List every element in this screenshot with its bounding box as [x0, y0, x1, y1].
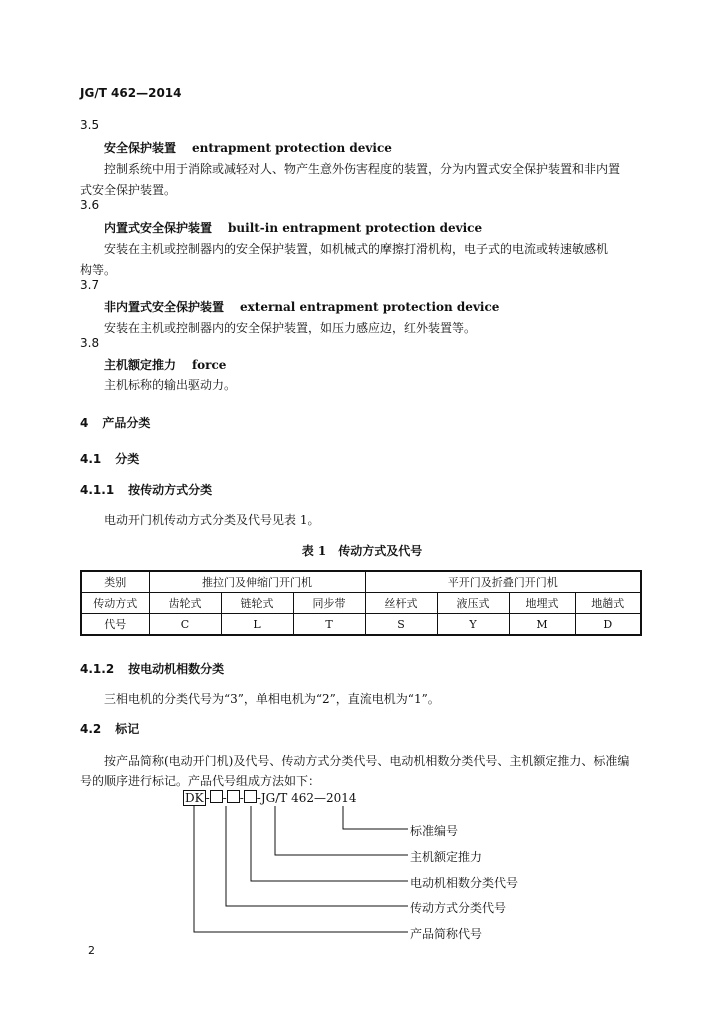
paragraph: 按产品简称(电动开门机)及代号、传动方式分类代号、电动机相数分类代号、主机额定推力、标准编	[104, 754, 630, 768]
table-cell: 平开门及折叠门开门机	[365, 571, 641, 593]
table-cell: 代号	[81, 614, 149, 636]
table-cell: M	[509, 614, 575, 636]
section-number: 4.1	[80, 452, 102, 466]
section-number: 4	[80, 416, 89, 430]
table-cell: S	[365, 614, 437, 636]
marking-code: DK - - - -JG/T 462—2014	[185, 791, 357, 805]
marking-label: 传动方式分类代号	[410, 901, 507, 915]
table-cell: 地埋式	[509, 593, 575, 614]
marking-label: 主机额定推力	[410, 850, 483, 864]
section-label: 标记	[115, 722, 140, 736]
marking-label: 标准编号	[410, 824, 459, 838]
term-body-line: 安装在主机或控制器内的安全保护装置，如机械式的摩擦打滑机构，电子式的电流或转速敏感机	[104, 242, 609, 256]
product-code-box: DK	[185, 791, 204, 805]
table-cell: 地趟式	[575, 593, 641, 614]
paragraph: 电动开门机传动方式分类及代号见表 1。	[104, 513, 320, 527]
section-label: 分类	[115, 452, 140, 466]
term-en: force	[192, 358, 227, 372]
term-body-line: 主机标称的输出驱动力。	[104, 378, 237, 392]
table-cell: 类别	[81, 571, 149, 593]
term-zh: 安全保护装置	[104, 141, 177, 155]
term-body-line: 安装在主机或控制器内的安全保护装置，如压力感应边，红外装置等。	[104, 321, 477, 335]
term-body-line: 构等。	[80, 263, 117, 277]
table-cell: 丝杆式	[365, 593, 437, 614]
term-number: 3.5	[80, 118, 100, 132]
section-label: 按电动机相数分类	[128, 662, 225, 676]
table-cell: T	[293, 614, 365, 636]
marking-label: 电动机相数分类代号	[410, 876, 519, 890]
term-en: entrapment protection device	[192, 141, 392, 155]
section-label: 产品分类	[102, 416, 151, 430]
table-cell: 同步带	[293, 593, 365, 614]
term-number: 3.6	[80, 198, 100, 212]
page-number: 2	[88, 944, 95, 957]
table-cell: 液压式	[437, 593, 509, 614]
table-cell: 链轮式	[221, 593, 293, 614]
standard-number: JG/T 462—2014	[260, 791, 357, 805]
table-cell: L	[221, 614, 293, 636]
table-cell: 齿轮式	[149, 593, 221, 614]
section-number: 4.1.1	[80, 483, 115, 497]
term-en: built-in entrapment protection device	[228, 221, 483, 235]
term-number: 3.7	[80, 278, 100, 292]
term-body-line: 控制系统中用于消除或减轻对人、物产生意外伤害程度的装置，分为内置式安全保护装置和非内置	[104, 162, 621, 176]
paragraph: 三相电机的分类代号为“3”，单相电机为“2”，直流电机为“1”。	[104, 692, 440, 706]
section-label: 按传动方式分类	[128, 483, 213, 497]
section-number: 4.2	[80, 722, 102, 736]
term-zh: 主机额定推力	[104, 358, 177, 372]
leader-line	[343, 806, 408, 829]
paragraph: 号的顺序进行标记。产品代号组成方法如下：	[80, 774, 321, 788]
term-body-line: 式安全保护装置。	[80, 183, 177, 197]
document-header: JG/T 462—2014	[80, 86, 182, 100]
leader-line	[275, 806, 408, 855]
term-zh: 非内置式安全保护装置	[104, 300, 225, 314]
table-cell: 传动方式	[81, 593, 149, 614]
marking-label: 产品简称代号	[410, 927, 483, 941]
table-cell: Y	[437, 614, 509, 636]
table-cell: D	[575, 614, 641, 636]
term-zh: 内置式安全保护装置	[104, 221, 213, 235]
table-cell: 推拉门及伸缩门开门机	[149, 571, 365, 593]
term-en: external entrapment protection device	[240, 300, 500, 314]
term-number: 3.8	[80, 336, 100, 350]
leader-line	[226, 806, 408, 906]
table-cell: C	[149, 614, 221, 636]
section-number: 4.1.2	[80, 662, 115, 676]
table-caption: 表 1 传动方式及代号	[301, 544, 423, 558]
